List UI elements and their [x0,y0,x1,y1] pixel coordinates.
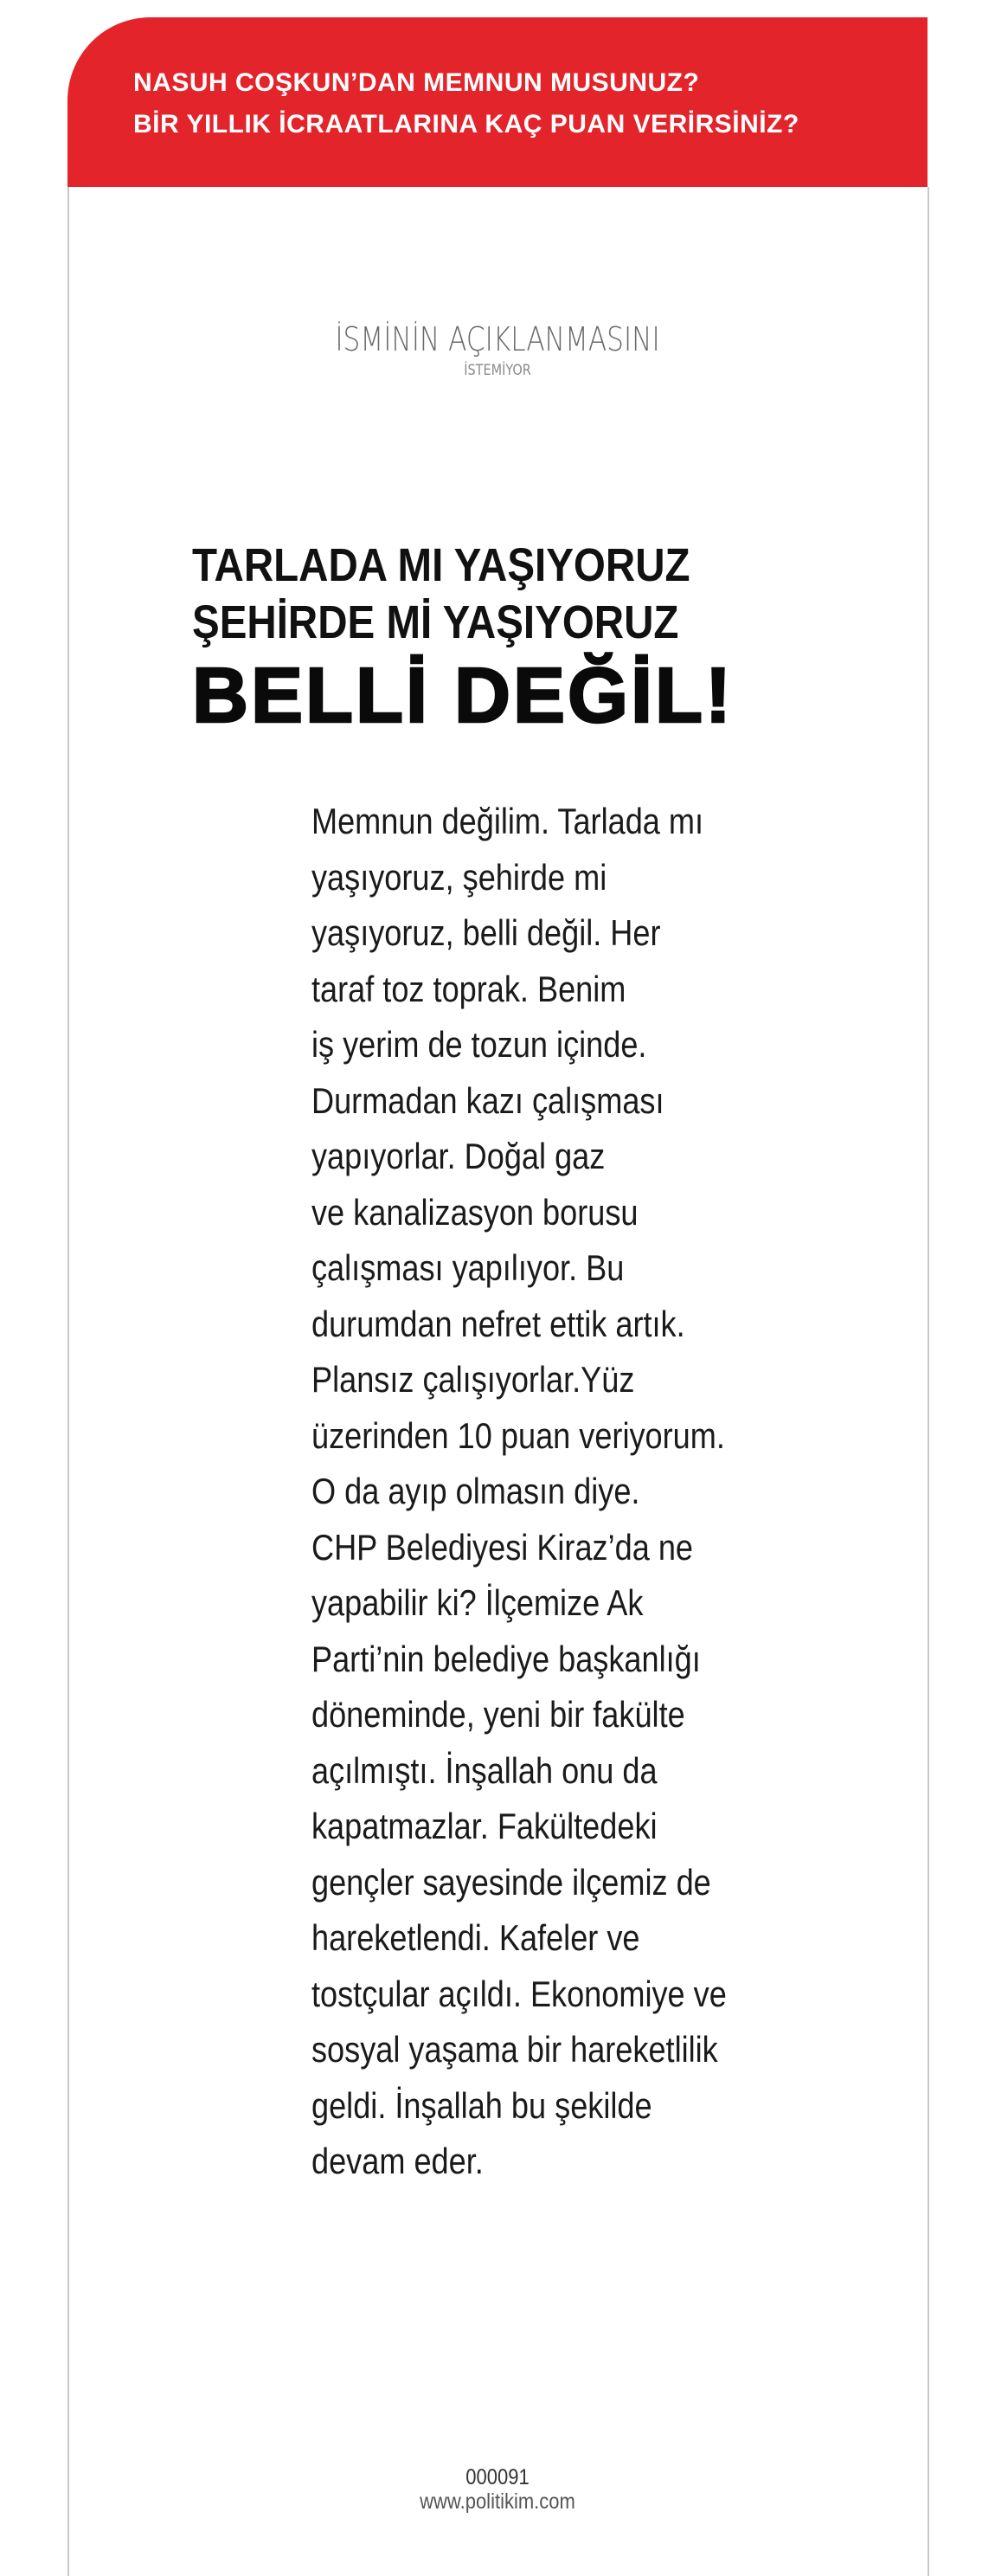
body-line: Durmadan kazı çalışması [311,1079,664,1121]
author-name: İSMİNİN AÇIKLANMASINI [335,320,660,358]
body-line: durumdan nefret ettik artık. [311,1303,685,1344]
quote-body [311,794,865,2190]
body-line: çalışması yapılıyor. Bu [311,1247,625,1288]
banner-question-line-1: NASUH COŞKUN’DAN MEMNUN MUSUNUZ? [133,68,700,97]
headline-line-1: TARLADA MI YAŞIYORUZ [192,539,690,591]
footer-url[interactable]: www.politikim.com [420,2489,575,2514]
body-line: Memnun değilim. Tarlada mı [311,801,704,841]
headline-main: BELLİ DEĞİL! [192,653,734,739]
headline [192,537,902,739]
body-line: taraf toz toprak. Benim [311,968,626,1009]
body-line: gençler sayesinde ilçemiz de [311,1861,711,1903]
body-line: iş yerim de tozun içinde. [311,1024,647,1065]
body-line: sosyal yaşama bir hareketlilik [311,2029,718,2070]
page-footer [67,2465,928,2514]
banner-question-line-2: BİR YILLIK İCRAATLARINA KAÇ PUAN VERİRSİNİZ? [133,110,799,138]
body-line: devam eder. [311,2141,484,2181]
body-line: kapatmazlar. Fakültedeki [311,1806,658,1846]
author-note: İSTEMİYOR [464,362,531,379]
body-line: üzerinden 10 puan veriyorum. [311,1414,725,1456]
body-line: Parti’nin belediye başkanlığı [311,1638,701,1679]
body-line: tostçular açıldı. Ekonomiye ve [311,1973,727,2014]
body-line: ve kanalizasyon borusu [311,1191,639,1233]
headline-line-2: ŞEHİRDE Mİ YAŞIYORUZ [192,596,679,648]
body-line: yaşıyoruz, belli değil. Her [311,912,661,953]
body-line: CHP Belediyesi Kiraz’da ne [311,1526,694,1568]
body-line: yapıyorlar. Doğal gaz [311,1136,606,1176]
body-line: döneminde, yeni bir fakülte [311,1694,685,1735]
footer-code: 000091 [465,2465,530,2489]
body-line: yapabilir ki? İlçemize Ak [311,1582,644,1623]
body-line: açılmıştı. İnşallah onu da [311,1749,658,1791]
document-page [67,17,928,2576]
body-line: geldi. İnşallah bu şekilde [311,2084,652,2126]
body-line: O da ayıp olmasın diye. [311,1471,640,1511]
body-line: Plansız çalışıyorlar.Yüz [311,1359,635,1400]
question-banner [67,17,928,187]
body-line: hareketlendi. Kafeler ve [311,1917,640,1958]
body-line: yaşıyoruz, şehirde mi [311,856,607,898]
author-block [67,320,928,379]
